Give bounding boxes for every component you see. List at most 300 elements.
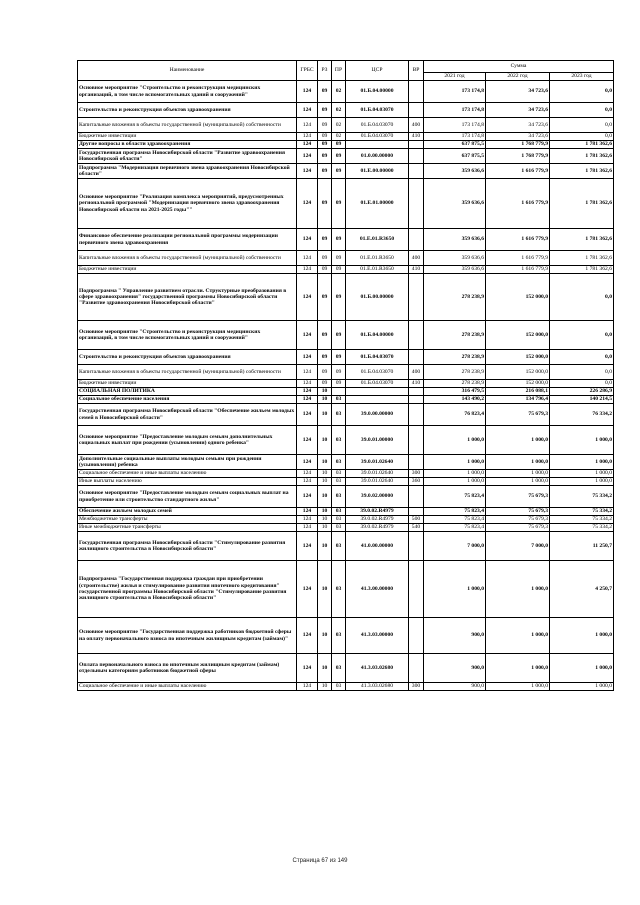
cell-rz: 09 <box>318 164 332 179</box>
cell-2023: 0,0 <box>550 365 614 380</box>
cell-vr: 360 <box>409 478 424 486</box>
cell-vr: 300 <box>409 470 424 478</box>
cell-grbs: 124 <box>297 380 318 388</box>
cell-rz: 09 <box>318 321 332 350</box>
cell-pr: 09 <box>332 141 346 149</box>
cell-2021: 278 238,9 <box>424 274 486 321</box>
cell-grbs: 124 <box>297 516 318 524</box>
cell-2022: 1 616 779,9 <box>486 164 550 179</box>
cell-pr: 09 <box>332 365 346 380</box>
cell-name: Государственная программа Новосибирской области "Обеспечение жильем молодых семей в Новосибирской области" <box>78 404 297 426</box>
cell-pr: 09 <box>332 149 346 164</box>
cell-csr: 01.Б.04.00000 <box>346 81 409 103</box>
cell-grbs: 124 <box>297 486 318 508</box>
table-row <box>78 229 614 251</box>
cell-grbs: 124 <box>297 478 318 486</box>
cell-grbs: 124 <box>297 149 318 164</box>
col-header-2022: 2022 год <box>486 73 550 81</box>
cell-2021: 278 238,9 <box>424 350 486 365</box>
cell-2022: 152 000,0 <box>486 365 550 380</box>
cell-pr: 03 <box>332 404 346 426</box>
cell-2022: 1 768 779,9 <box>486 141 550 149</box>
cell-grbs: 124 <box>297 404 318 426</box>
col-header-sum: Сумма <box>424 61 614 73</box>
cell-2023: 1 781 362,6 <box>550 141 614 149</box>
table-row <box>78 426 614 455</box>
cell-grbs: 124 <box>297 103 318 118</box>
cell-2023: 140 214,5 <box>550 396 614 404</box>
cell-name: Строительство и реконструкция объектов здравоохранения <box>78 350 297 365</box>
cell-2022: 1 000,0 <box>486 654 550 683</box>
cell-rz: 10 <box>318 654 332 683</box>
cell-2021: 173 174,8 <box>424 118 486 133</box>
cell-name: Социальное обеспечение и иные выплаты населению <box>78 470 297 478</box>
page-number: Страница 67 из 149 <box>292 858 348 864</box>
cell-rz: 10 <box>318 426 332 455</box>
table-row <box>78 508 614 516</box>
cell-name: СОЦИАЛЬНАЯ ПОЛИТИКА <box>78 388 297 396</box>
cell-csr: 39.0.01.02640 <box>346 455 409 470</box>
cell-csr: 01.Б.04.03070 <box>346 103 409 118</box>
table-row <box>78 118 614 133</box>
cell-2021: 278 238,9 <box>424 321 486 350</box>
cell-2021: 359 636,6 <box>424 266 486 274</box>
cell-2021: 637 875,5 <box>424 149 486 164</box>
cell-2023: 0,0 <box>550 321 614 350</box>
cell-2022: 1 000,0 <box>486 470 550 478</box>
cell-pr: 03 <box>332 524 346 532</box>
cell-name: Основное мероприятие "Строительство и реконструкция медицинских организаций, в том числе вспомогательных зданий и сооружений" <box>78 321 297 350</box>
cell-2022: 1 000,0 <box>486 455 550 470</box>
cell-vr <box>409 486 424 508</box>
cell-rz: 10 <box>318 561 332 618</box>
cell-grbs: 124 <box>297 455 318 470</box>
table-row <box>78 388 614 396</box>
cell-pr: 03 <box>332 470 346 478</box>
cell-2021: 900,0 <box>424 654 486 683</box>
cell-2023: 0,0 <box>550 103 614 118</box>
cell-name: Государственная программа Новосибирской области "Развитие здравоохранения Новосибирской области" <box>78 149 297 164</box>
cell-vr: 410 <box>409 133 424 141</box>
cell-2023: 4 250,7 <box>550 561 614 618</box>
cell-pr: 03 <box>332 396 346 404</box>
cell-2023: 1 781 362,6 <box>550 229 614 251</box>
cell-grbs: 124 <box>297 618 318 654</box>
cell-name: Основное мероприятие "Строительство и реконструкция медицинских организаций, в том числе вспомогательных зданий и сооружений" <box>78 81 297 103</box>
cell-grbs: 124 <box>297 133 318 141</box>
cell-grbs: 124 <box>297 426 318 455</box>
header-row-top <box>78 61 614 73</box>
cell-csr: 39.0.01.02640 <box>346 478 409 486</box>
cell-2021: 173 174,8 <box>424 133 486 141</box>
table-row <box>78 516 614 524</box>
cell-2023: 226 286,9 <box>550 388 614 396</box>
cell-grbs: 124 <box>297 683 318 691</box>
table-row <box>78 618 614 654</box>
cell-csr: 41.3.03.02680 <box>346 683 409 691</box>
cell-csr: 39.0.02.00000 <box>346 486 409 508</box>
cell-2023: 0,0 <box>550 118 614 133</box>
cell-name: Дополнительные социальные выплаты молодым семьям при рождении (усыновлении) ребенка <box>78 455 297 470</box>
cell-vr <box>409 654 424 683</box>
cell-grbs: 124 <box>297 229 318 251</box>
cell-pr: 03 <box>332 561 346 618</box>
cell-2023: 0,0 <box>550 81 614 103</box>
table-row <box>78 81 614 103</box>
cell-vr <box>409 396 424 404</box>
cell-vr <box>409 404 424 426</box>
table-row <box>78 133 614 141</box>
cell-rz: 10 <box>318 455 332 470</box>
cell-2022: 1 616 779,9 <box>486 251 550 266</box>
cell-csr: 01.Б.04.03070 <box>346 365 409 380</box>
cell-2022: 34 723,6 <box>486 103 550 118</box>
cell-vr <box>409 81 424 103</box>
cell-csr: 01.0.00.00000 <box>346 149 409 164</box>
table-row <box>78 365 614 380</box>
cell-2022: 152 000,0 <box>486 274 550 321</box>
cell-csr: 01.Б.04.03070 <box>346 380 409 388</box>
cell-2022: 75 679,3 <box>486 486 550 508</box>
cell-rz: 10 <box>318 470 332 478</box>
cell-csr: 39.0.02.R4979 <box>346 524 409 532</box>
cell-2022: 1 000,0 <box>486 426 550 455</box>
col-header-rz: РЗ <box>318 61 332 81</box>
cell-csr: 01.Е.01.R3650 <box>346 266 409 274</box>
cell-2022: 1 000,0 <box>486 618 550 654</box>
col-header-name: Наименование <box>78 61 297 81</box>
cell-csr <box>346 388 409 396</box>
cell-name: Межбюджетные трансферты <box>78 516 297 524</box>
cell-2022: 1 616 779,9 <box>486 266 550 274</box>
cell-vr: 400 <box>409 118 424 133</box>
cell-2023: 1 781 362,6 <box>550 149 614 164</box>
cell-rz: 10 <box>318 478 332 486</box>
cell-2023: 1 781 362,6 <box>550 179 614 229</box>
table-row <box>78 141 614 149</box>
cell-name: Бюджетные инвестиции <box>78 133 297 141</box>
budget-table <box>77 60 614 691</box>
cell-csr <box>346 396 409 404</box>
cell-pr: 02 <box>332 133 346 141</box>
cell-name: Строительство и реконструкция объектов здравоохранения <box>78 103 297 118</box>
cell-2023: 1 000,0 <box>550 478 614 486</box>
cell-vr <box>409 426 424 455</box>
cell-2023: 0,0 <box>550 274 614 321</box>
cell-csr: 01.Е.01.R3650 <box>346 229 409 251</box>
cell-pr: 09 <box>332 350 346 365</box>
cell-rz: 09 <box>318 229 332 251</box>
table-row <box>78 103 614 118</box>
cell-csr: 01.Е.01.R3650 <box>346 251 409 266</box>
cell-2022: 152 000,0 <box>486 321 550 350</box>
table-row <box>78 524 614 532</box>
cell-name: Подпрограмма "Государственная поддержка граждан при приобретении (строительстве) жилья и стимулирование развития ипотечного кредитования" государственной программы Новосибирской области "Стимулирование развития жилищного строительства в Новосибирской области" <box>78 561 297 618</box>
table-row <box>78 149 614 164</box>
cell-rz: 10 <box>318 404 332 426</box>
cell-rz: 09 <box>318 133 332 141</box>
cell-name: Капитальные вложения в объекты государственной (муниципальной) собственности <box>78 251 297 266</box>
table-row <box>78 350 614 365</box>
cell-grbs: 124 <box>297 365 318 380</box>
cell-2022: 1 768 779,9 <box>486 149 550 164</box>
cell-2021: 1 000,0 <box>424 561 486 618</box>
cell-pr: 03 <box>332 478 346 486</box>
cell-2021: 1 000,0 <box>424 478 486 486</box>
table-row <box>78 470 614 478</box>
cell-vr: 500 <box>409 516 424 524</box>
cell-name: Иные межбюджетные трансферты <box>78 524 297 532</box>
table-row <box>78 274 614 321</box>
cell-2023: 11 250,7 <box>550 532 614 561</box>
cell-csr: 41.3.03.02680 <box>346 654 409 683</box>
cell-vr <box>409 350 424 365</box>
cell-pr: 03 <box>332 516 346 524</box>
cell-2021: 359 636,6 <box>424 179 486 229</box>
cell-grbs: 124 <box>297 654 318 683</box>
table-row <box>78 561 614 618</box>
table-row <box>78 486 614 508</box>
cell-2022: 134 796,4 <box>486 396 550 404</box>
cell-vr <box>409 321 424 350</box>
col-header-grbs: ГРБС <box>297 61 318 81</box>
cell-rz: 09 <box>318 81 332 103</box>
cell-pr: 09 <box>332 229 346 251</box>
cell-2022: 7 000,0 <box>486 532 550 561</box>
cell-2021: 359 636,6 <box>424 229 486 251</box>
cell-vr <box>409 561 424 618</box>
table-row <box>78 532 614 561</box>
cell-vr <box>409 508 424 516</box>
cell-rz: 09 <box>318 149 332 164</box>
cell-2022: 1 616 779,9 <box>486 179 550 229</box>
cell-csr <box>346 141 409 149</box>
cell-2021: 900,0 <box>424 618 486 654</box>
cell-grbs: 124 <box>297 266 318 274</box>
cell-rz: 09 <box>318 365 332 380</box>
cell-name: Основное мероприятие "Предоставление молодым семьям социальных выплат на приобретение или строительство стандартного жилья" <box>78 486 297 508</box>
cell-name: Основное мероприятие "Государственная поддержка работников бюджетной сферы на оплату первоначального взноса по ипотечным жилищным кредитам (займам)" <box>78 618 297 654</box>
cell-vr <box>409 388 424 396</box>
cell-vr: 540 <box>409 524 424 532</box>
cell-2022: 75 679,3 <box>486 404 550 426</box>
cell-2023: 1 000,0 <box>550 470 614 478</box>
cell-2021: 359 636,6 <box>424 251 486 266</box>
cell-vr <box>409 164 424 179</box>
cell-pr: 02 <box>332 81 346 103</box>
table-body <box>78 81 614 691</box>
cell-name: Социальное обеспечение населения <box>78 396 297 404</box>
cell-2023: 75 334,2 <box>550 524 614 532</box>
cell-rz: 10 <box>318 508 332 516</box>
cell-grbs: 124 <box>297 561 318 618</box>
cell-vr <box>409 149 424 164</box>
cell-name: Основное мероприятие "Предоставление молодым семьям дополнительных социальных выплат при рождении (усыновлении) одного ребенка" <box>78 426 297 455</box>
cell-csr: 39.0.02.R4979 <box>346 516 409 524</box>
cell-pr: 02 <box>332 118 346 133</box>
cell-2021: 278 238,9 <box>424 380 486 388</box>
cell-2021: 278 238,9 <box>424 365 486 380</box>
cell-csr: 39.0.02.R4979 <box>346 508 409 516</box>
cell-grbs: 124 <box>297 179 318 229</box>
cell-name: Подпрограмма " Управление развитием отрасли. Структурные преобразования в сфере здравоохранения" государственной программы Новосибирской области "Развитие здравоохранения Новосибирской области" <box>78 274 297 321</box>
cell-grbs: 124 <box>297 141 318 149</box>
cell-rz: 09 <box>318 103 332 118</box>
budget-table-container <box>77 60 613 691</box>
cell-csr: 01.Е.01.00000 <box>346 179 409 229</box>
cell-vr: 410 <box>409 380 424 388</box>
cell-name: Капитальные вложения в объекты государственной (муниципальной) собственности <box>78 365 297 380</box>
cell-2021: 637 875,5 <box>424 141 486 149</box>
cell-name: Другие вопросы в области здравоохранения <box>78 141 297 149</box>
cell-2023: 1 781 362,6 <box>550 266 614 274</box>
cell-csr: 01.Б.04.03070 <box>346 133 409 141</box>
cell-csr: 41.3.03.00000 <box>346 618 409 654</box>
cell-csr: 01.Б.00.00000 <box>346 274 409 321</box>
cell-2023: 1 781 362,6 <box>550 164 614 179</box>
cell-pr: 03 <box>332 426 346 455</box>
cell-csr: 41.3.00.00000 <box>346 561 409 618</box>
table-row <box>78 179 614 229</box>
cell-grbs: 124 <box>297 321 318 350</box>
table-row <box>78 380 614 388</box>
cell-csr: 39.0.01.02640 <box>346 470 409 478</box>
cell-pr: 03 <box>332 486 346 508</box>
cell-grbs: 124 <box>297 524 318 532</box>
cell-2022: 1 616 779,9 <box>486 229 550 251</box>
col-header-2021: 2021 год <box>424 73 486 81</box>
cell-vr: 400 <box>409 365 424 380</box>
table-row <box>78 321 614 350</box>
cell-2022: 75 679,3 <box>486 524 550 532</box>
cell-vr <box>409 141 424 149</box>
cell-rz: 10 <box>318 524 332 532</box>
cell-2021: 76 823,4 <box>424 404 486 426</box>
cell-rz: 10 <box>318 683 332 691</box>
cell-vr <box>409 455 424 470</box>
cell-rz: 10 <box>318 388 332 396</box>
cell-2022: 34 723,6 <box>486 118 550 133</box>
cell-csr: 39.0.00.00000 <box>346 404 409 426</box>
col-header-pr: ПР <box>332 61 346 81</box>
cell-rz: 09 <box>318 266 332 274</box>
cell-pr: 09 <box>332 274 346 321</box>
cell-rz: 10 <box>318 486 332 508</box>
cell-vr <box>409 618 424 654</box>
cell-2021: 75 823,4 <box>424 508 486 516</box>
table-row <box>78 266 614 274</box>
cell-2023: 1 000,0 <box>550 426 614 455</box>
table-row <box>78 455 614 470</box>
cell-pr <box>332 388 346 396</box>
cell-2021: 316 479,5 <box>424 388 486 396</box>
cell-pr: 09 <box>332 266 346 274</box>
cell-2022: 1 000,0 <box>486 683 550 691</box>
cell-2021: 173 174,8 <box>424 103 486 118</box>
cell-vr <box>409 103 424 118</box>
cell-name: Иные выплаты населению <box>78 478 297 486</box>
cell-2022: 1 000,0 <box>486 478 550 486</box>
table-row <box>78 404 614 426</box>
cell-2021: 143 490,2 <box>424 396 486 404</box>
cell-pr: 03 <box>332 654 346 683</box>
cell-2021: 1 000,0 <box>424 470 486 478</box>
cell-csr: 01.Б.04.03070 <box>346 350 409 365</box>
cell-2023: 75 334,2 <box>550 486 614 508</box>
cell-grbs: 124 <box>297 350 318 365</box>
cell-rz: 09 <box>318 118 332 133</box>
cell-vr: 410 <box>409 266 424 274</box>
cell-pr: 03 <box>332 532 346 561</box>
cell-vr <box>409 229 424 251</box>
cell-csr: 01.Б.04.03070 <box>346 118 409 133</box>
cell-name: Государственная программа Новосибирской области "Стимулирование развития жилищного строительства в Новосибирской области" <box>78 532 297 561</box>
cell-csr: 39.0.01.00000 <box>346 426 409 455</box>
cell-grbs: 124 <box>297 81 318 103</box>
cell-grbs: 124 <box>297 508 318 516</box>
cell-grbs: 124 <box>297 164 318 179</box>
table-row <box>78 396 614 404</box>
cell-2023: 75 334,2 <box>550 508 614 516</box>
cell-2021: 1 000,0 <box>424 455 486 470</box>
cell-vr: 400 <box>409 251 424 266</box>
cell-rz: 10 <box>318 396 332 404</box>
cell-csr: 41.0.00.00000 <box>346 532 409 561</box>
cell-pr: 09 <box>332 164 346 179</box>
cell-grbs: 124 <box>297 274 318 321</box>
cell-pr: 02 <box>332 103 346 118</box>
cell-2021: 173 174,8 <box>424 81 486 103</box>
cell-2023: 76 334,2 <box>550 404 614 426</box>
cell-name: Обеспечение жильем молодых семей <box>78 508 297 516</box>
cell-rz: 09 <box>318 141 332 149</box>
cell-name: Финансовое обеспечение реализации региональной программы модернизации первичного звена здравоохранения <box>78 229 297 251</box>
col-header-csr: ЦСР <box>346 61 409 81</box>
cell-2023: 75 334,2 <box>550 516 614 524</box>
cell-pr: 03 <box>332 455 346 470</box>
cell-name: Бюджетные инвестиции <box>78 380 297 388</box>
cell-rz: 09 <box>318 251 332 266</box>
cell-2021: 359 636,6 <box>424 164 486 179</box>
cell-pr: 03 <box>332 683 346 691</box>
cell-2021: 900,0 <box>424 683 486 691</box>
cell-vr <box>409 274 424 321</box>
cell-name: Бюджетные инвестиции <box>78 266 297 274</box>
table-row <box>78 251 614 266</box>
cell-grbs: 124 <box>297 118 318 133</box>
cell-2021: 75 823,4 <box>424 516 486 524</box>
cell-name: Основное мероприятие "Реализация комплекса мероприятий, предусмотренных региональной программой "Модернизация первичного звена здравоохранения Новосибирской области на 2021-2025 годы"" <box>78 179 297 229</box>
cell-grbs: 124 <box>297 388 318 396</box>
cell-rz: 10 <box>318 532 332 561</box>
cell-2021: 75 823,4 <box>424 524 486 532</box>
cell-2022: 216 088,1 <box>486 388 550 396</box>
col-header-vr: ВР <box>409 61 424 81</box>
cell-grbs: 124 <box>297 396 318 404</box>
table-row <box>78 654 614 683</box>
table-row <box>78 164 614 179</box>
cell-name: Социальное обеспечение и иные выплаты населению <box>78 683 297 691</box>
cell-vr <box>409 179 424 229</box>
col-header-2023: 2023 год <box>550 73 614 81</box>
cell-2022: 152 000,0 <box>486 380 550 388</box>
cell-2022: 75 679,3 <box>486 516 550 524</box>
cell-pr: 03 <box>332 508 346 516</box>
cell-rz: 09 <box>318 350 332 365</box>
cell-2023: 1 000,0 <box>550 455 614 470</box>
cell-rz: 09 <box>318 274 332 321</box>
cell-name: Подпрограмма "Модернизация первичного звена здравоохранения Новосибирской области" <box>78 164 297 179</box>
